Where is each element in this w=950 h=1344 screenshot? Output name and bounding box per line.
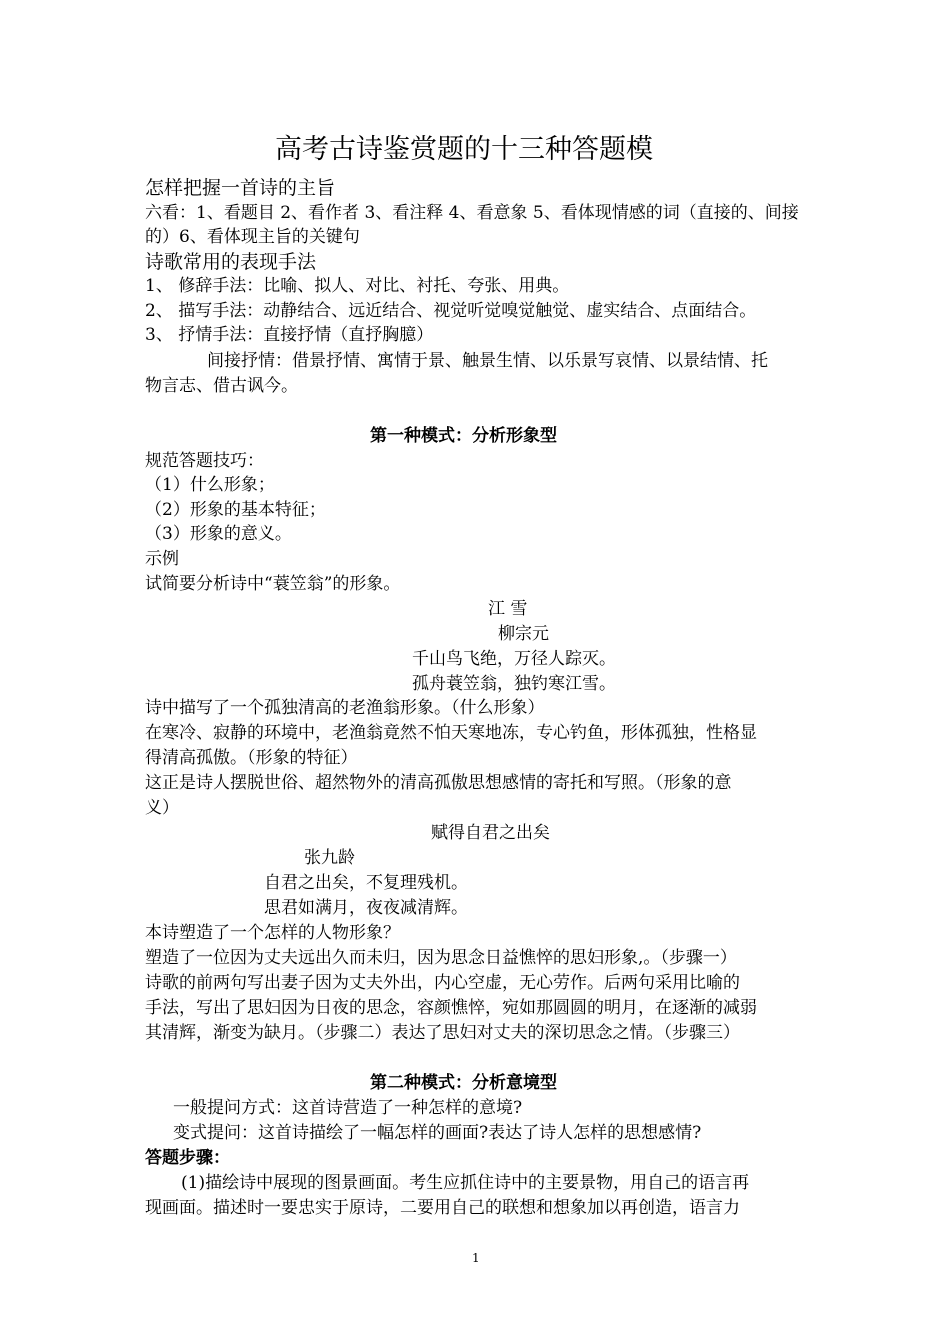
section-heading-mode-1: 第一种模式：分析形象型 [370,426,557,446]
poem-title: 赋得自君之出矣 [431,823,550,843]
page-number: 1 [472,1251,480,1265]
text-line: 的）6、看体现主旨的关键句 [145,227,360,247]
heading-main-idea: 怎样把握一首诗的主旨 [145,177,336,199]
text-line: 示例 [145,549,179,569]
text-line: 本诗塑造了一个怎样的人物形象？ [145,923,400,943]
text-line: 在寒冷、寂静的环境中，老渔翁竟然不怕天寒地冻，专心钓鱼，形体孤独，性格显 [145,723,757,743]
poem-title: 江 雪 [488,599,528,619]
list-item: （1）什么形象； [145,475,275,495]
list-item: （2）形象的基本特征； [145,500,326,520]
text-line: 现画面。描述时一要忠实于原诗，二要用自己的联想和想象加以再创造，语言力 [145,1198,740,1218]
text-line: 试简要分析诗中“蓑笠翁”的形象。 [145,574,401,594]
text-line: 义） [145,798,179,818]
list-item: 1、 修辞手法：比喻、拟人、对比、衬托、夸张、用典。 [145,276,570,296]
text-line: 其清辉，渐变为缺月。（步骤二）表达了思妇对丈夫的深切思念之情。（步骤三） [145,1023,740,1043]
list-item: 3、 抒情手法：直接抒情（直抒胸臆） [145,325,434,345]
poem-line: 千山鸟飞绝，万径人踪灭。 [412,649,616,669]
text-line: 间接抒情：借景抒情、寓情于景、触景生情、以乐景写哀情、以景结情、托 [207,351,768,371]
text-line: 诗歌的前两句写出妻子因为丈夫外出，内心空虚，无心劳作。后两句采用比喻的 [145,973,740,993]
text-line: 规范答题技巧： [145,451,264,471]
text-line: 一般提问方式：这首诗营造了一种怎样的意境? [173,1098,523,1118]
text-line: 六看：1、看题目 2、看作者 3、看注释 4、看意象 5、看体现情感的词（直接的、间接 [145,203,799,223]
poem-author: 柳宗元 [498,624,549,644]
text-line: 物言志、借古讽今。 [145,376,298,396]
list-item: 2、 描写手法：动静结合、远近结合、视觉听觉嗅觉触觉、虚实结合、点面结合。 [145,301,757,321]
text-line: 变式提问：这首诗描绘了一幅怎样的画面?表达了诗人怎样的思想感情? [173,1123,702,1143]
text-line: (1)描绘诗中展现的图景画面。考生应抓住诗中的主要景物，用自己的语言再 [181,1173,750,1193]
poem-line: 思君如满月，夜夜减清辉。 [264,898,468,918]
text-line: 塑造了一位因为丈夫远出久而未归，因为思念日益憔悴的思妇形象,。（步骤一） [145,948,737,968]
text-line: 得清高孤傲。（形象的特征） [145,748,358,768]
page-title: 高考古诗鉴赏题的十三种答题模 [275,134,653,165]
heading-techniques: 诗歌常用的表现手法 [145,251,317,273]
text-line: 诗中描写了一个孤独清高的老渔翁形象。（什么形象） [145,698,545,718]
text-line: 手法，写出了思妇因为日夜的思念，容颜憔悴，宛如那圆圆的明月，在逐渐的减弱 [145,998,757,1018]
poem-line: 孤舟蓑笠翁，独钓寒江雪。 [412,674,616,694]
section-heading-mode-2: 第二种模式：分析意境型 [370,1073,557,1093]
text-line: 这正是诗人摆脱世俗、超然物外的清高孤傲思想感情的寄托和写照。（形象的意 [145,773,732,793]
steps-label: 答题步骤： [145,1148,230,1168]
poem-author: 张九龄 [304,848,355,868]
poem-line: 自君之出矣，不复理残机。 [264,873,468,893]
list-item: （3）形象的意义。 [145,524,292,544]
